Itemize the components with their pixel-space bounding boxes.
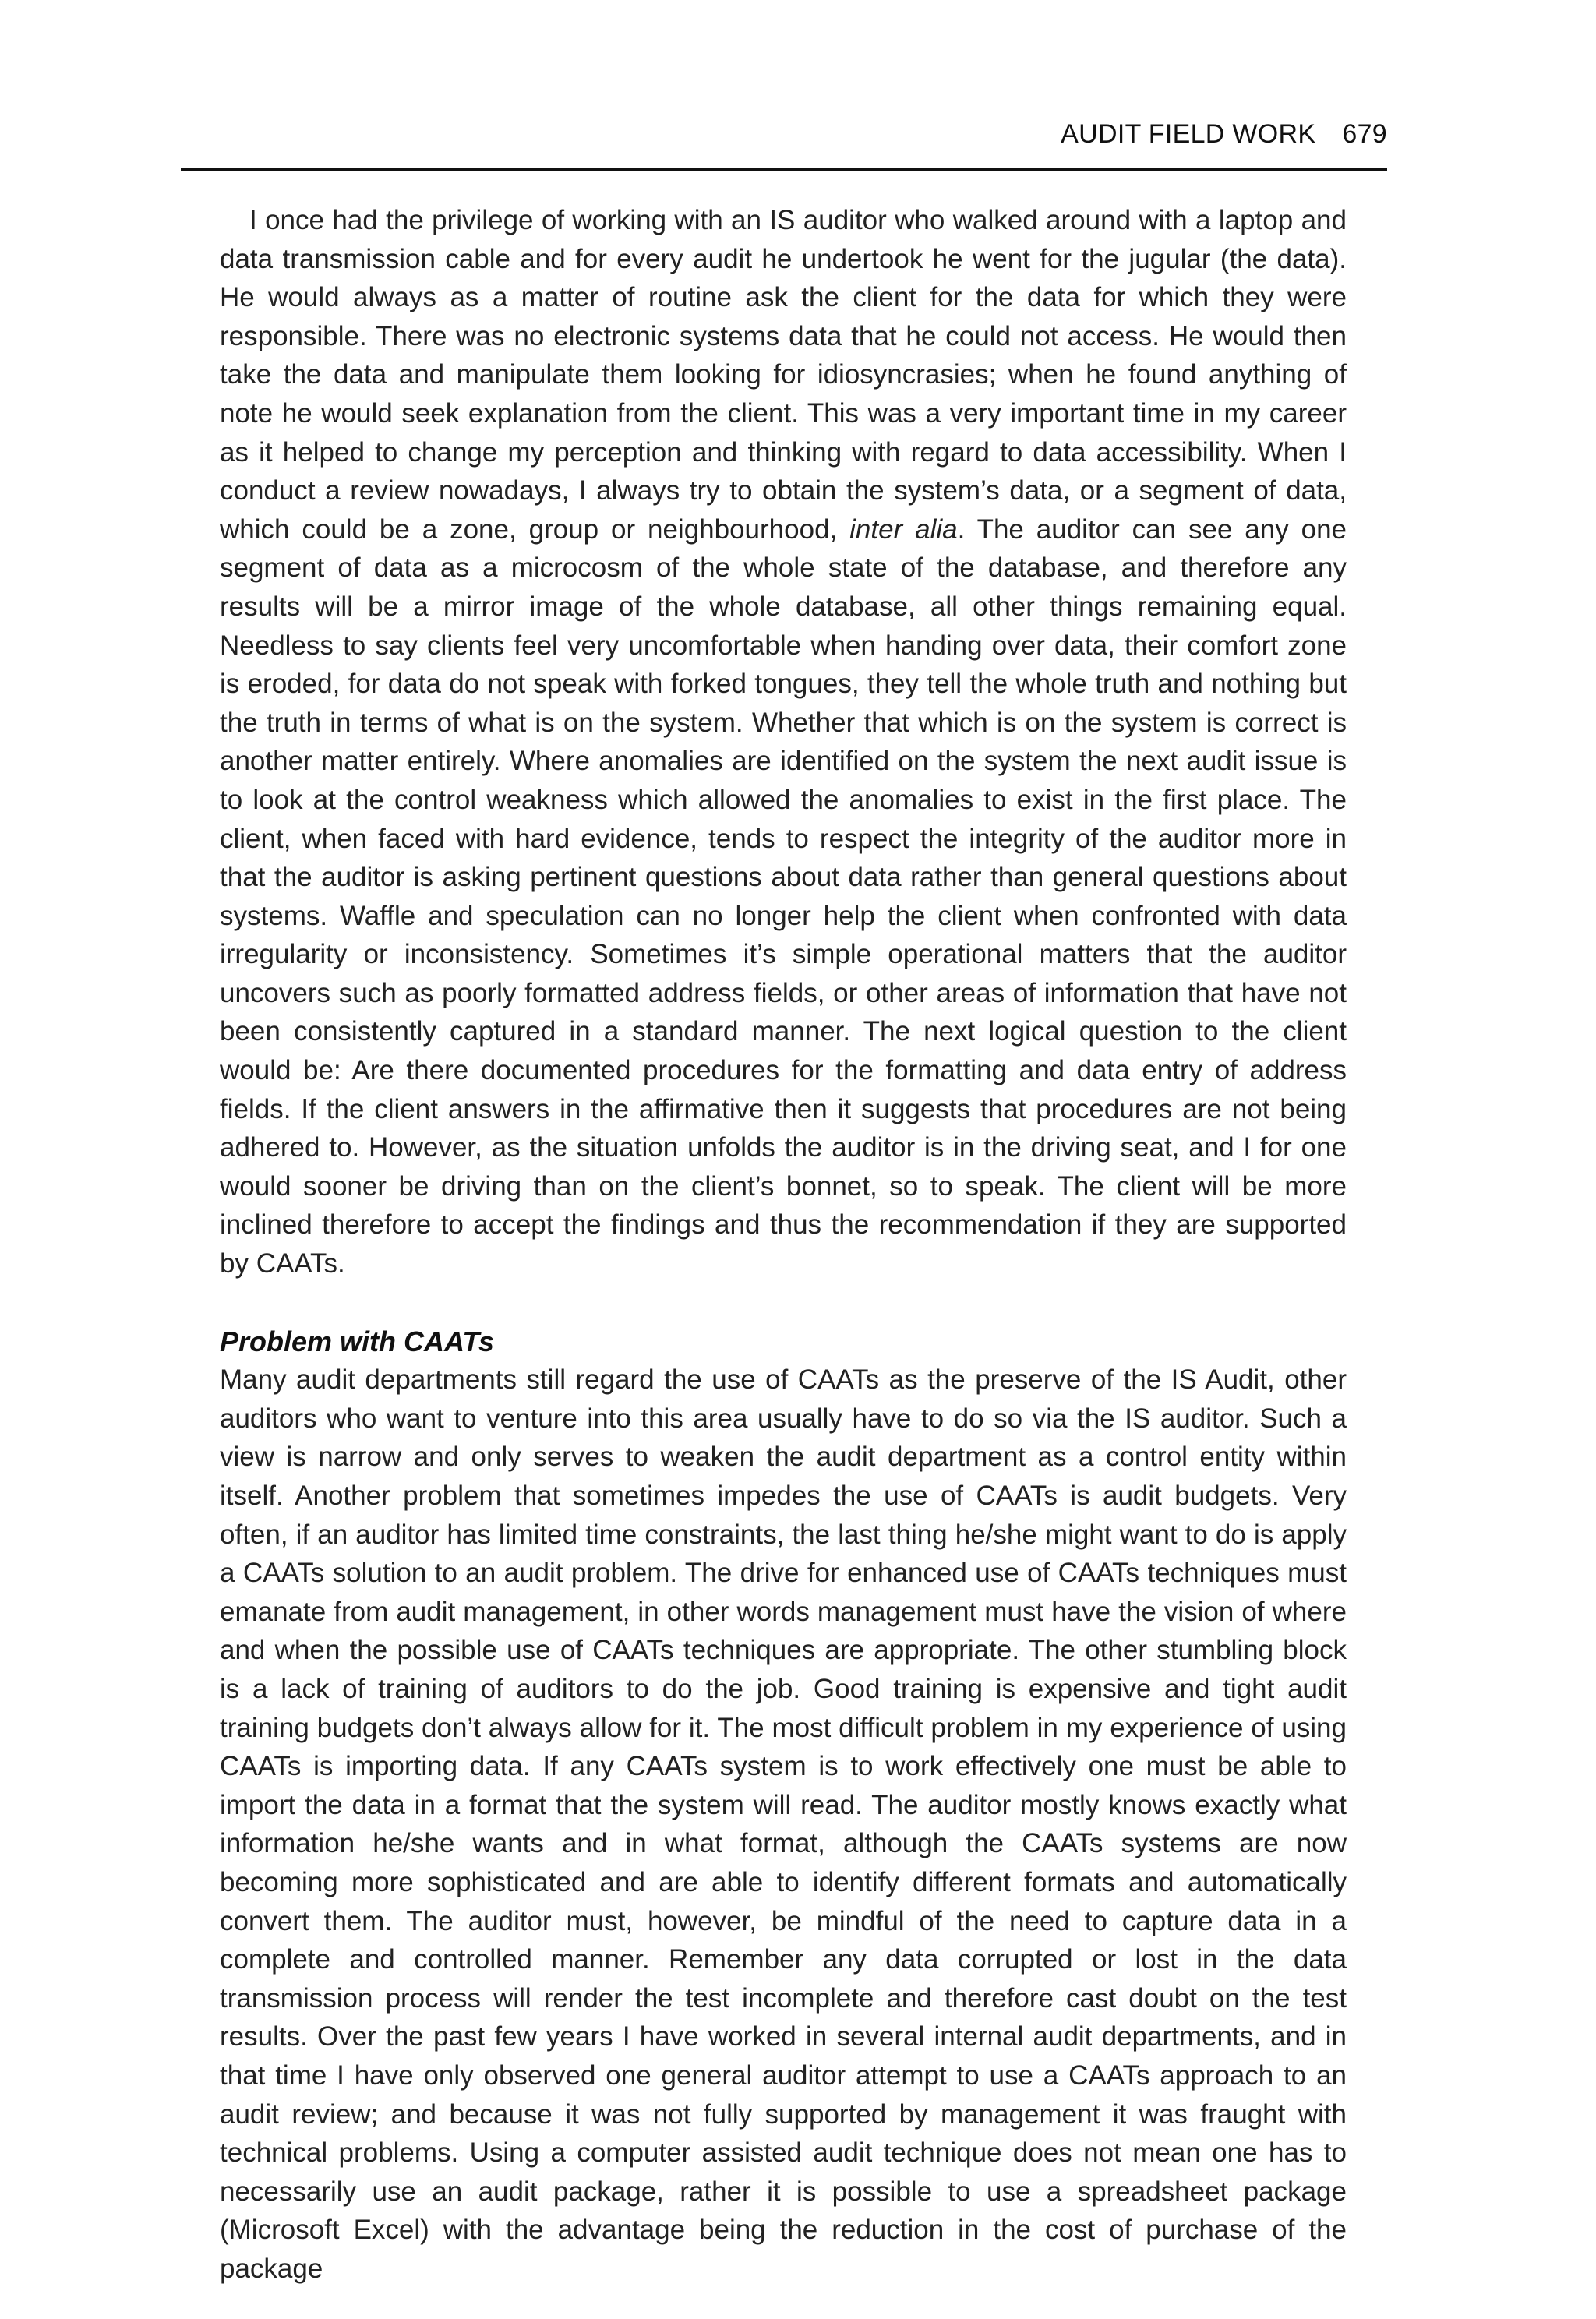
section-heading: Problem with CAATs — [220, 1325, 495, 1357]
page-number: 679 — [1342, 119, 1387, 149]
body-paragraph — [220, 201, 1347, 1283]
body-paragraph: Many audit departments still regard the use of CAATs as the preserve of the IS Audit, other auditors who want to venture into this area usually have to do so via the IS auditor. Such a view is narrow and only serves to weaken the audit department as a control entity within itself. Another problem that sometimes impedes the use of CAATs is audit budgets. Very often, if an auditor has limited time constraints, the last thing he/she might want to do is apply a CAATs solution to an audit problem. The drive for enhanced use of CAATs techniques must emanate from audit management, in other words management must have the vision of where and when the possible use of CAATs techniques are appropriate. The other stumbling block is a lack of training of auditors to do the job. Good training is expensive and tight audit training budgets don’t always allow for it. The most difficult problem in my experience of using CAATs is importing data. If any CAATs system is to work effectively one must be able to import the data in a format that the system will read. The auditor mostly knows exactly what information he/she wants and in what format, although the CAATs systems are now becoming more sophisticated and are able to identify different formats and automatically convert them. The auditor must, however, be mindful of the need to capture data in a complete and controlled manner. Remember any data corrupted or lost in the data transmission process will render the test incomplete and therefore cast doubt on the test results. Over the past few years I have worked in several internal audit departments, and in that time I have only observed one general auditor attempt to use a CAATs approach to an audit review; and because it was not fully supported by management it was fraught with technical problems. Using a computer assisted audit technique does not mean one has to necessarily use an audit package, rather it is possible to use a spreadsheet package (Microsoft Excel) with the advantage being the reduction in the cost of purchase of the package — [220, 1364, 1347, 2284]
paragraph-text: I once had the privilege of working with an IS auditor who walked around with a laptop and data transmission cable and for every audit he undertook he went for the jugular (the data). He would always as a matter of routine ask the client for the data for which they were responsible. There was no electronic systems data that he could not access. He would then take the data and manipulate them looking for idiosyncrasies; when he found anything of note he would seek explanation from the client. This was a very important time in my career as it helped to change my perception and thinking with regard to data accessibility. When I conduct a review nowadays, I always try to obtain the system’s data, or a segment of data, which could be a zone, group or neighbourhood, — [220, 205, 1347, 545]
page-body — [220, 201, 1347, 2288]
running-header — [181, 118, 1387, 171]
paragraph-text: . The auditor can see any one segment of data as a microcosm of the whole state of the database, and therefore any results will be a mirror image of the whole database, all other things remaining equal. Needless to say clients feel very uncomfortable when handing over data, their comfort zone is eroded, for data do not speak with forked tongues, they tell the whole truth and nothing but the truth in terms of what is on the system. Whether that which is on the system is correct is another matter entirely. Where anomalies are identified on the system the next audit issue is to look at the control weakness which allowed the anomalies to exist in the first place. The client, when faced with hard evidence, tends to respect the integrity of the auditor more in that the auditor is asking pertinent questions about data rather than general questions about systems. Waffle and speculation can no longer help the client when confronted with data irregularity or inconsistency. Sometimes it’s simple operational matters that the auditor uncovers such as poorly formatted address fields, or other areas of information that have not been consistently captured in a standard manner. The next logical question to the client would be: Are there documented procedures for the formatting and data entry of address fields. If the client answers in the affirmative then it suggests that procedures are not being adhered to. However, as the situation unfolds the auditor is in the driving seat, and I for one would sooner be driving than on the client’s bonnet, so to speak. The client will be more inclined therefore to accept the findings and thus the recommendation if they are supported by CAATs. — [220, 514, 1347, 1280]
italic-phrase: inter alia — [849, 514, 958, 545]
running-title: AUDIT FIELD WORK — [1061, 119, 1316, 149]
